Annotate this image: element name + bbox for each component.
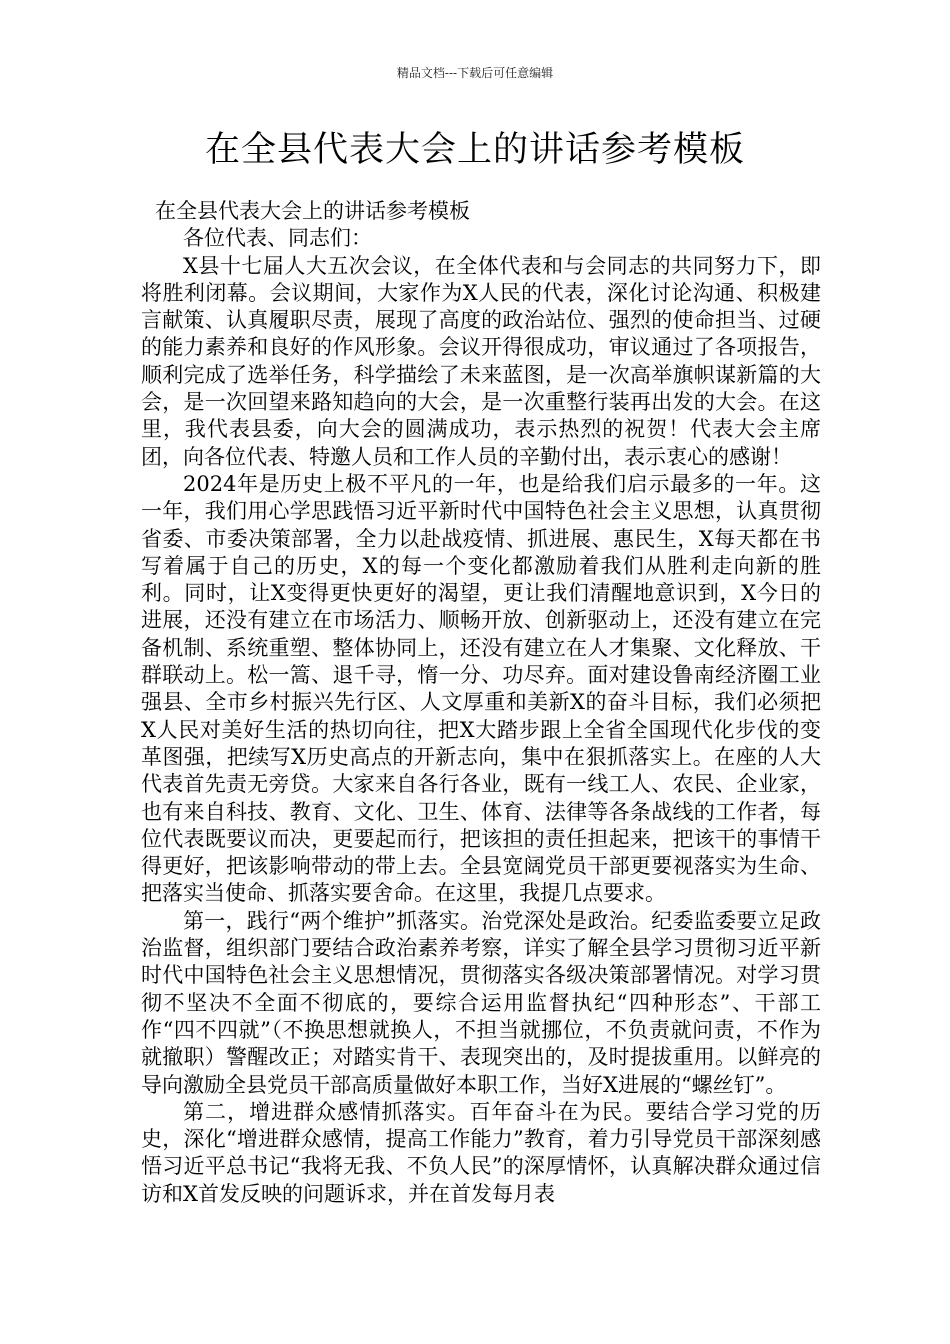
document-title: 在全县代表大会上的讲话参考模板 xyxy=(204,130,745,170)
header-note: 精品文档---下载后可任意编辑 xyxy=(396,66,554,80)
paragraph-4: 第二，增进群众感情抓落实。百年奋斗在为民。要结合学习党的历史，深化“增进群众感情，提高工作能力”教育，着力引导党员干部深刻感悟习近平总书记“我将无我、不负人民”的深厚情怀，认真解决群众通过信访和X首发反映的问题诉求，并在首发每月表 xyxy=(141,1099,821,1206)
paragraph-3: 第一，践行“两个维护”抓落实。治党深处是政治。纪委监委要立足政治监督，组织部门要结合政治素养考察，详实了解全县学习贯彻习近平新时代中国特色社会主义思想情况，贯彻落实各级决策部署情况。对学习贯彻不坚决不全面不彻底的，要综合运用监督执纪“四种形态”、干部工作“四不四就”（不换思想就换人，不担当就挪位，不负责就问责，不作为就撤职）警醒改正；对踏实肯干、表现突出的，及时提拔重用。以鲜亮的导向激励全县党员干部高质量做好本职工作，当好X进展的“螺丝钉”。 xyxy=(141,908,821,1097)
document-body xyxy=(141,198,821,1208)
paragraph-2: 2024年是历史上极不平凡的一年，也是给我们启示最多的一年。这一年，我们用心学思践悟习近平新时代中国特色社会主义思想，认真贯彻省委、市委决策部署，全力以赴战疫情、抓进展、惠民生，X每天都在书写着属于自己的历史，X的每一个变化都激励着我们从胜利走向新的胜利。同时，让X变得更快更好的渴望，更让我们清醒地意识到，X今日的进展，还没有建立在市场活力、顺畅开放、创新驱动上，还没有建立在完备机制、系统重塑、整体协同上，还没有建立在人才集聚、文化释放、干群联动上。松一篙、退千寻，惰一分、功尽弃。面对建设鲁南经济圈工业强县、全市乡村振兴先行区、人文厚重和美新X的奋斗目标，我们必须把X人民对美好生活的热切向往，把X大踏步跟上全省全国现代化步伐的变革图强，把续写X历史高点的开新志向，集中在狠抓落实上。在座的人大代表首先责无旁贷。大家来自各行各业，既有一线工人、农民、企业家，也有来自科技、教育、文化、卫生、体育、法律等各条战线的工作者，每位代表既要议而决，更要起而行，把该担的责任担起来，把该干的事情干得更好，把该影响带动的带上去。全县宽阔党员干部更要视落实为生命、把落实当使命、抓落实要舍命。在这里，我提几点要求。 xyxy=(141,471,821,906)
paragraph-1: X县十七届人大五次会议，在全体代表和与会同志的共同努力下，即将胜利闭幕。会议期间，大家作为X人民的代表，深化讨论沟通、积极建言献策、认真履职尽责，展现了高度的政治站位、强烈的使命担当、过硬的能力素养和良好的作风形象。会议开得很成功，审议通过了各项报告，顺利完成了选举任务，科学描绘了未来蓝图，是一次高举旗帜谋新篇的大会，是一次回望来路知趋向的大会，是一次重整行装再出发的大会。在这里，我代表县委，向大会的圆满成功，表示热烈的祝贺！代表大会主席团，向各位代表、特邀人员和工作人员的辛勤付出，表示衷心的感谢！ xyxy=(141,253,821,469)
salutation: 各位代表、同志们： xyxy=(183,226,372,251)
document-subtitle: 在全县代表大会上的讲话参考模板 xyxy=(155,199,470,223)
